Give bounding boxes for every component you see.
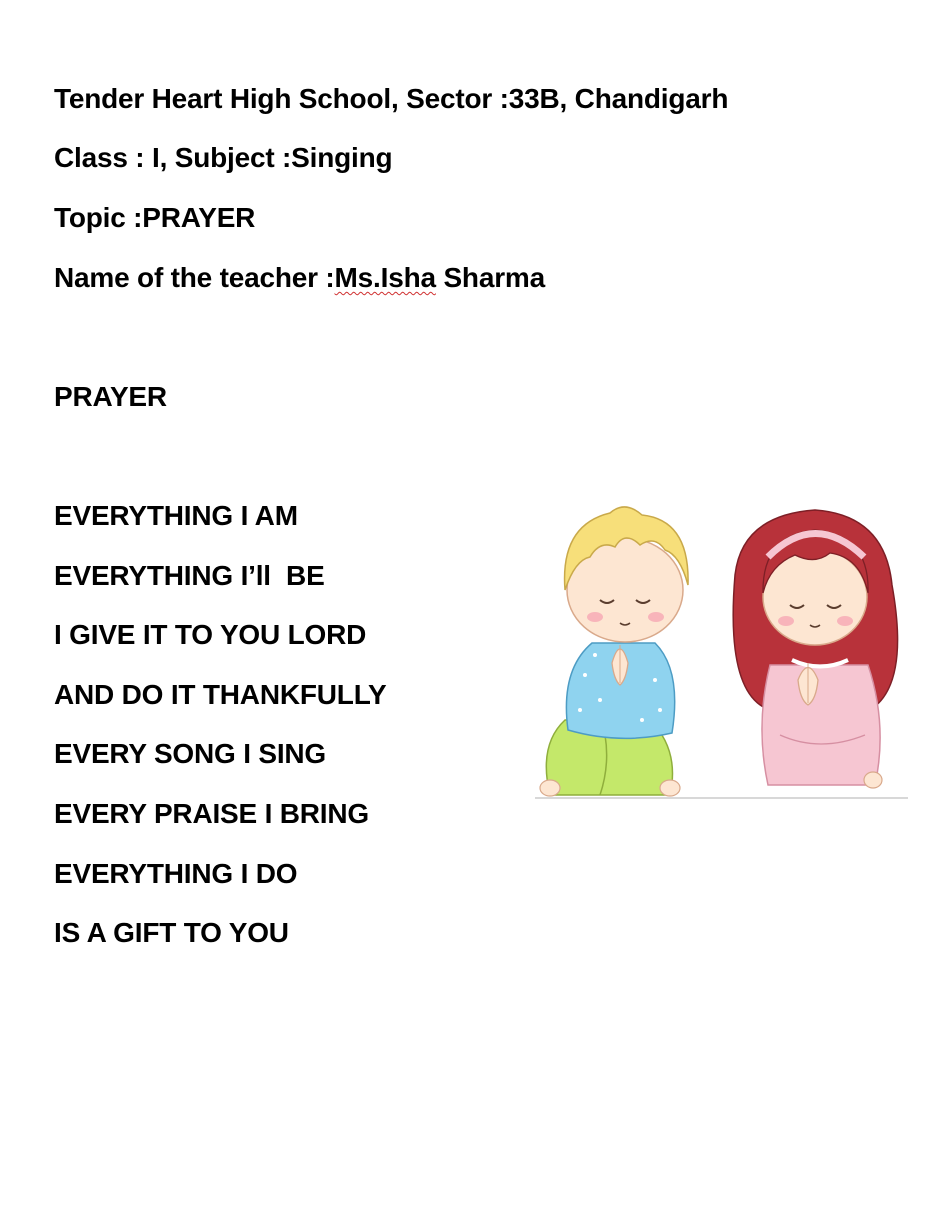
school-name: Tender Heart High School, Sector :33B, Chandigarh (54, 83, 729, 114)
girl-figure (733, 510, 897, 788)
topic: Topic :PRAYER (54, 202, 256, 233)
class-subject: Class : I, Subject :Singing (54, 142, 393, 173)
praying-children-illustration (530, 495, 910, 805)
prayer-line: IS A GIFT TO YOU (54, 917, 289, 948)
teacher-surname: Sharma (435, 262, 545, 293)
teacher-title-name: Ms.Isha (334, 262, 436, 293)
prayer-line: AND DO IT THANKFULLY (54, 679, 387, 710)
prayer-line: EVERYTHING I DO (54, 858, 298, 889)
teacher-label: Name of the teacher : (54, 262, 335, 293)
boy-figure (540, 507, 688, 796)
prayer-line: EVERYTHING I AM (54, 500, 298, 531)
prayer-line: I GIVE IT TO YOU LORD (54, 619, 367, 650)
prayer-line: EVERY SONG I SING (54, 738, 327, 769)
prayer-heading: PRAYER (54, 381, 167, 412)
prayer-line: EVERY PRAISE I BRING (54, 798, 369, 829)
teacher-name (54, 261, 545, 295)
prayer-line: EVERYTHING I’ll BE (54, 560, 325, 591)
